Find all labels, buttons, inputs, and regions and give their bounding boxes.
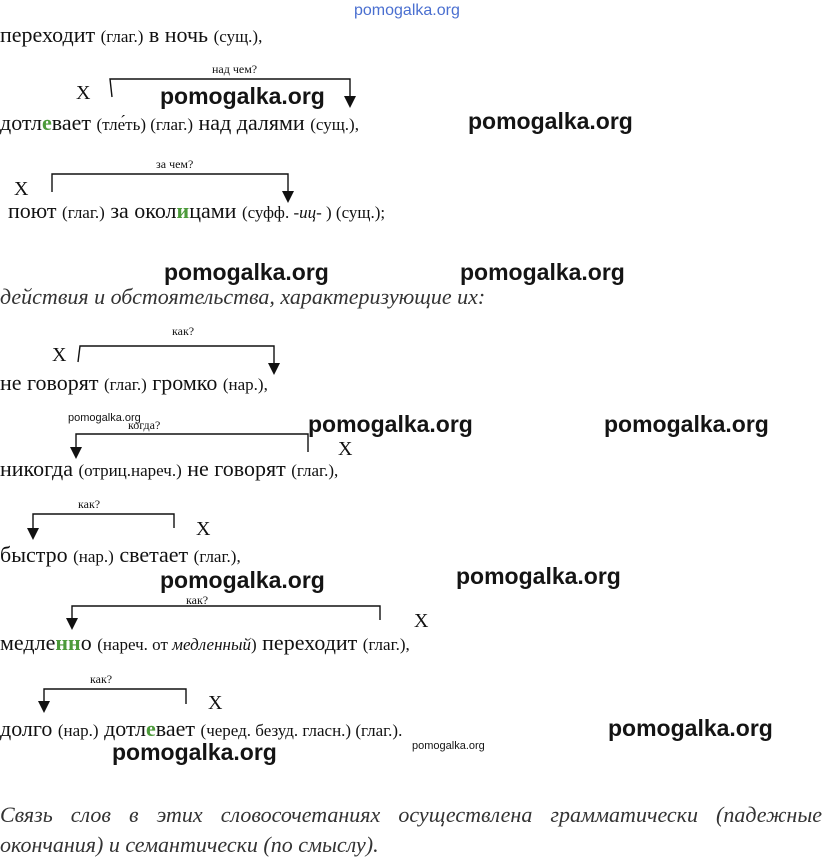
question-label: когда? — [128, 418, 161, 432]
watermark: pomogalka.org — [604, 411, 769, 437]
x-mark: X — [196, 518, 211, 540]
question-label: за чем? — [156, 157, 194, 171]
phrase-line-3: поют (глаг.) за околицами (суфф. -иц- ) (сущ.); — [8, 198, 386, 223]
watermark-top: pomogalka.org — [354, 2, 460, 19]
phrase-line-5: не говорят (глаг.) громко (нар.), — [0, 370, 268, 395]
arrow-4 — [76, 434, 308, 452]
watermark: pomogalka.org — [608, 715, 773, 741]
phrase-line-7: быстро (нар.) светает (глаг.), — [0, 542, 241, 567]
arrow-6 — [72, 606, 380, 620]
conclusion-text: Связь слов в этих словосочетаниях осуществлена грамматически (падежные окончания) и семантически (по смыслу). — [0, 802, 822, 857]
x-mark: X — [76, 82, 91, 104]
watermark: pomogalka.org — [164, 259, 329, 285]
phrase-line-8: медленно (нареч. от медленный) переходит (глаг.), — [0, 630, 410, 655]
arrow-7 — [44, 689, 186, 704]
question-label: как? — [90, 672, 113, 686]
phrase-line-1: переходит (глаг.) в ночь (сущ.), — [0, 22, 263, 47]
watermark: pomogalka.org — [68, 412, 141, 424]
arrow-3 — [78, 346, 274, 366]
section-heading: действия и обстоятельства, характеризующие их: — [0, 284, 486, 309]
question-label: как? — [186, 593, 209, 607]
x-mark: X — [208, 692, 223, 714]
x-mark: X — [414, 610, 429, 632]
watermark: pomogalka.org — [112, 739, 277, 765]
watermark: pomogalka.org — [468, 108, 633, 134]
arrow-2 — [52, 174, 288, 193]
phrase-line-9: долго (нар.) дотлевает (черед. безуд. гласн.) (глаг.). — [0, 716, 403, 741]
watermark: pomogalka.org — [412, 740, 485, 752]
question-label: как? — [78, 497, 101, 511]
x-mark: X — [338, 438, 353, 460]
question-label: над чем? — [212, 62, 258, 76]
question-label: как? — [172, 324, 195, 338]
arrow-5 — [33, 514, 174, 530]
phrase-line-6: никогда (отриц.нареч.) не говорят (глаг.), — [0, 456, 339, 481]
watermark: pomogalka.org — [456, 563, 621, 589]
watermark: pomogalka.org — [460, 259, 625, 285]
x-mark: X — [14, 178, 29, 200]
watermark: pomogalka.org — [160, 83, 325, 109]
watermark: pomogalka.org — [308, 411, 473, 437]
watermark: pomogalka.org — [160, 567, 325, 593]
x-mark: X — [52, 344, 67, 366]
phrase-line-2: дотлевает (тле́ть) (глаг.) над далями (сущ.), — [0, 110, 359, 135]
